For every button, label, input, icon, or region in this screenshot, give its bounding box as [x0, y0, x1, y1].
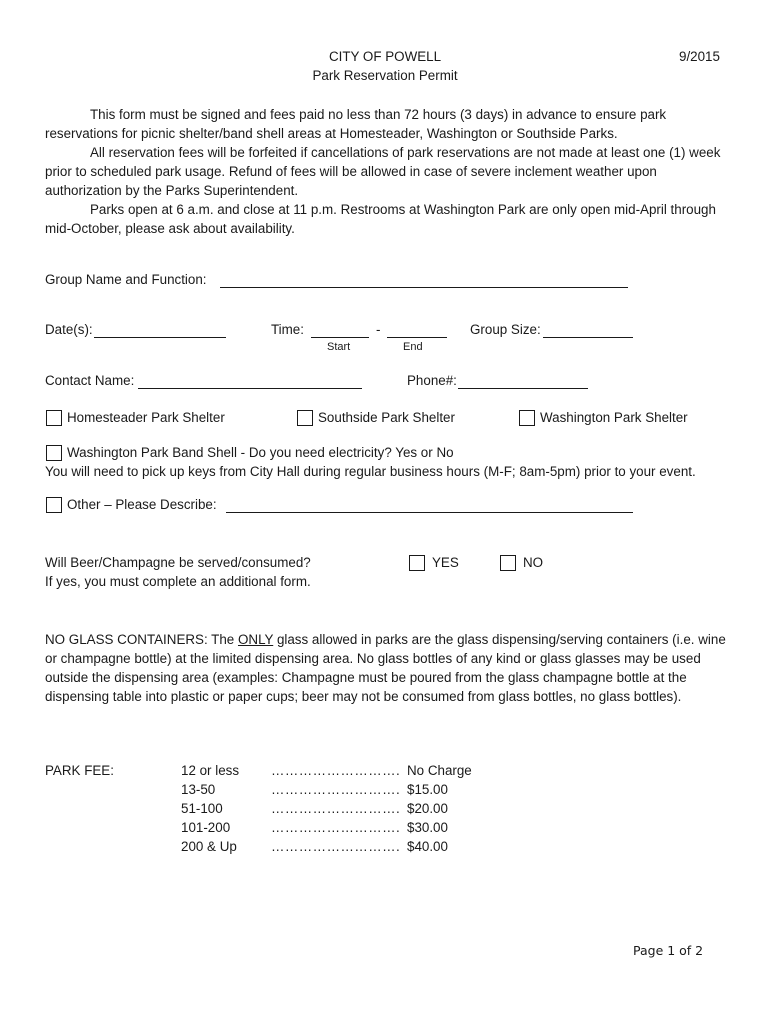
- intro-text: [45, 105, 735, 238]
- southside-label: Southside Park Shelter: [318, 410, 455, 425]
- homesteader-checkbox[interactable]: [46, 410, 62, 426]
- glass-policy-only: ONLY: [237, 632, 274, 647]
- beer-no-label: NO: [523, 555, 544, 570]
- glass-policy: [45, 630, 735, 706]
- end-time-field[interactable]: [387, 325, 447, 338]
- beer-yes-checkbox[interactable]: [409, 555, 425, 571]
- fee-price: $20.00: [407, 801, 448, 816]
- group-size-field[interactable]: [543, 325, 633, 338]
- park-fee-label: PARK FEE:: [45, 763, 114, 778]
- homesteader-label: Homesteader Park Shelter: [67, 410, 225, 425]
- phone-field[interactable]: [458, 376, 588, 389]
- page-number: Page 1 of 2: [633, 943, 704, 958]
- fee-price: $15.00: [407, 782, 448, 797]
- city-name: CITY OF POWELL: [328, 49, 442, 64]
- time-dash: -: [376, 322, 381, 337]
- fee-group-size: 200 & Up: [181, 839, 237, 854]
- other-label: Other – Please Describe:: [67, 497, 217, 512]
- band-shell-checkbox[interactable]: [46, 445, 62, 461]
- washington-label: Washington Park Shelter: [540, 410, 688, 425]
- start-time-field[interactable]: [311, 325, 369, 338]
- fee-group-size: 51-100: [181, 801, 223, 816]
- intro-paragraph-cancellation: All reservation fees will be forfeited if cancellations of park reservations are not made at least one (1) week prior to scheduled park usage. Refund of fees will be allowed in case of severe inclement weather upon authorization by the Parks Superintendent.: [45, 145, 721, 198]
- dates-label: Date(s):: [45, 322, 93, 337]
- fee-group-size: 101-200: [181, 820, 231, 835]
- end-caption: End: [403, 341, 423, 353]
- fee-price: No Charge: [407, 763, 472, 778]
- fee-price: $30.00: [407, 820, 448, 835]
- glass-policy-text: glass allowed in parks are the glass dispensing/serving containers (i.e. wine or champagne bottle) at the limited dispensing area. No glass bottles of any kind or glass glasses may be used outside the dispensing area (examples: Champagne must be poured from the glass champagne bottle at the dispensing table into plastic or paper cups; beer may not be consumed from glass bottles, no glass bottles).: [45, 632, 726, 704]
- fee-dot-leader: ……………………….: [271, 763, 401, 778]
- phone-label: Phone#:: [407, 373, 457, 388]
- form-revision-date: 9/2015: [679, 49, 720, 64]
- southside-checkbox[interactable]: [297, 410, 313, 426]
- beer-yes-label: YES: [432, 555, 459, 570]
- beer-no-checkbox[interactable]: [500, 555, 516, 571]
- other-checkbox[interactable]: [46, 497, 62, 513]
- fee-dot-leader: ……………………….: [271, 782, 401, 797]
- keys-note: You will need to pick up keys from City Hall during regular business hours (M-F; 8am-5pm) prior to your event.: [45, 464, 696, 479]
- time-label: Time:: [271, 322, 304, 337]
- fee-dot-leader: ……………………….: [271, 820, 401, 835]
- group-size-label: Group Size:: [470, 322, 541, 337]
- group-name-field[interactable]: [220, 275, 628, 288]
- contact-name-label: Contact Name:: [45, 373, 135, 388]
- fee-dot-leader: ……………………….: [271, 801, 401, 816]
- washington-checkbox[interactable]: [519, 410, 535, 426]
- other-description-field[interactable]: [226, 500, 633, 513]
- fee-dot-leader: ……………………….: [271, 839, 401, 854]
- band-shell-label: Washington Park Band Shell - Do you need electricity? Yes or No: [67, 445, 454, 460]
- fee-group-size: 12 or less: [181, 763, 240, 778]
- fee-group-size: 13-50: [181, 782, 216, 797]
- fee-price: $40.00: [407, 839, 448, 854]
- dates-field[interactable]: [94, 325, 226, 338]
- glass-policy-prefix: NO GLASS CONTAINERS: The: [45, 632, 238, 647]
- intro-paragraph-fees: This form must be signed and fees paid no less than 72 hours (3 days) in advance to ensure park reservations for picnic shelter/band shell areas at Homesteader, Washington or Southside Parks.: [45, 107, 667, 141]
- beer-question: Will Beer/Champagne be served/consumed?: [45, 555, 311, 570]
- page-title: Park Reservation Permit: [312, 68, 458, 83]
- beer-note: If yes, you must complete an additional form.: [45, 574, 311, 589]
- contact-name-field[interactable]: [138, 376, 362, 389]
- group-name-label: Group Name and Function:: [45, 272, 207, 287]
- intro-paragraph-hours: Parks open at 6 a.m. and close at 11 p.m. Restrooms at Washington Park are only open mid-April through mid-October, please ask about availability.: [45, 202, 716, 236]
- start-caption: Start: [327, 341, 351, 353]
